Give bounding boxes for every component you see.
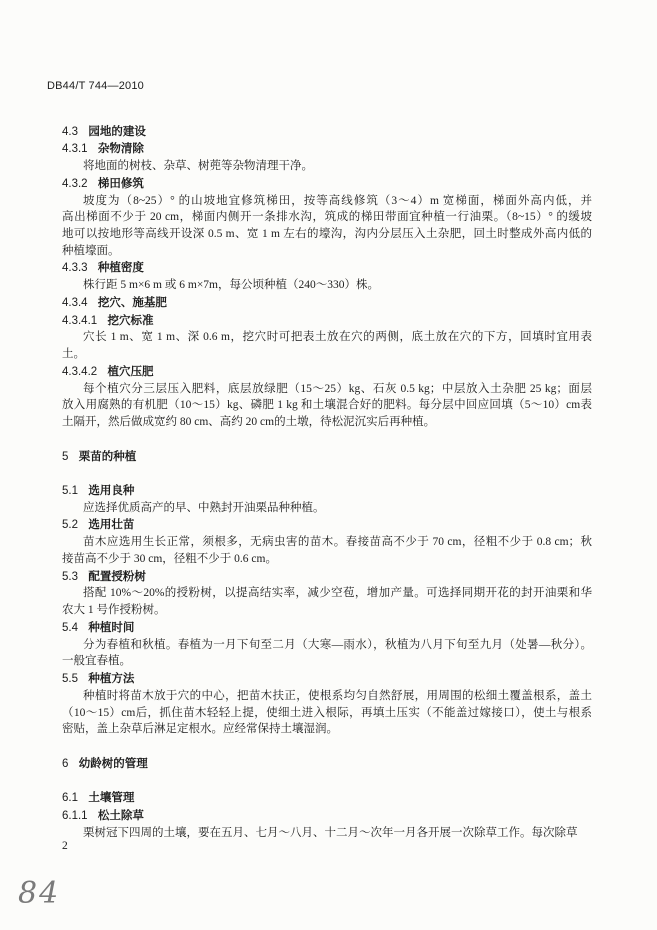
page-number: 2	[62, 840, 68, 852]
clause-number: 5.5	[62, 673, 78, 686]
clause-number: 4.3.1	[62, 143, 88, 156]
clause-4-3-4-heading	[62, 294, 592, 312]
text-line: 密贴，盖上杂草后淋足定根水。应经常保持土壤湿润。	[62, 723, 338, 736]
clause-6-1-heading	[62, 789, 592, 807]
chapter-title: 栗苗的种植	[78, 448, 137, 463]
text-line: 分为春植和秋植。春植为一月下旬至二月（大寒—雨水），秋植为八月下旬至九月（处暑—秋分）。	[83, 638, 592, 651]
clause-number: 4.3	[62, 125, 78, 138]
text-line: 农大 1 号作授粉树。	[62, 604, 166, 617]
text-line: 搭配 10%～20%的授粉树，以提高结实率，减少空苞，增加产量。可选择同期开花的封开油栗和华	[83, 587, 592, 600]
clause-number: 5.2	[62, 519, 78, 532]
clause-number: 4.3.4	[62, 296, 88, 309]
text-line: 坡度为（8~25）° 的山坡地宜修筑梯田，按等高线修筑（3～4）m 宽梯面，梯面外高内低，并	[83, 194, 592, 207]
text-line: 苗木应选用生长正常，须根多，无病虫害的苗木。春接苗高不少于 70 cm，径粗不少于 0.8 cm；秋	[83, 536, 592, 549]
clause-title: 植穴压肥	[107, 363, 154, 378]
text-line: 每个植穴分三层压入肥料，底层放绿肥（15～25）kg、石灰 0.5 kg；中层放入土杂肥 25 kg；面层	[83, 382, 592, 395]
chapter-title: 幼龄树的管理	[78, 755, 148, 770]
clause-4-3-1-paragraph	[62, 158, 592, 175]
clause-5-2-paragraph	[62, 534, 592, 567]
clause-title: 种植密度	[97, 260, 144, 275]
handwritten-mark: 84	[18, 876, 61, 911]
clause-title: 梯田修筑	[97, 175, 144, 190]
clause-title: 挖穴、施基肥	[97, 294, 167, 309]
text-line: （10～15）cm后，抓住苗木轻轻上提，使细土进入根际，再填土压实（不能盖过嫁接口），使土与根系	[62, 706, 592, 719]
text-line: 放入用腐熟的有机肥（10～15）kg、磷肥 1 kg 和土壤混合好的肥料。每分层中回应回填（5～10）cm表	[62, 399, 592, 412]
clause-number: 5.1	[62, 484, 78, 497]
clause-number: 5.4	[62, 621, 78, 634]
clause-5-2-heading	[62, 516, 592, 534]
clause-number: 4.3.3	[62, 262, 88, 275]
clause-4-3-4-1-paragraph	[62, 329, 592, 362]
clause-title: 园地的建设	[88, 123, 146, 138]
clause-4-3-4-1-heading	[62, 312, 592, 330]
clause-4-3-2-heading	[62, 175, 592, 193]
clause-5-1-heading	[62, 482, 592, 500]
clause-5-1-paragraph	[62, 500, 592, 517]
text-line: 栗树冠下四周的土壤，要在五月、七月～八月、十二月～次年一月各开展一次除草工作。每次除草	[83, 826, 578, 839]
text-line: 种植壕面。	[62, 244, 120, 257]
clause-6-1-1-paragraph	[62, 825, 592, 842]
chapter-6-heading	[62, 755, 592, 773]
chapter-number: 6	[62, 757, 69, 770]
chapter-number: 5	[62, 450, 69, 463]
clause-title: 土壤管理	[88, 790, 135, 805]
clause-5-5-paragraph	[62, 688, 592, 738]
text-line: 土。	[62, 348, 85, 361]
clause-4-3-2-paragraph	[62, 193, 592, 260]
clause-title: 挖穴标准	[107, 312, 154, 327]
text-line: 应选择优质高产的早、中熟封开油栗品种种植。	[83, 501, 325, 514]
text-line: 高出梯面不少于 20 cm，梯面内侧开一条排水沟，筑成的梯田带面宜种植一行油栗。（8~15）° 的缓坡	[62, 211, 592, 224]
clause-title: 选用良种	[88, 482, 135, 497]
text-line: 一般宜春植。	[62, 655, 131, 668]
clause-title: 配置授粉树	[88, 568, 146, 583]
text-line: 将地面的树枝、杂草、树蔸等杂物清理干净。	[83, 160, 313, 173]
text-line: 株行距 5 m×6 m 或 6 m×7m，每公顷种植（240～330）株。	[83, 279, 379, 292]
clause-5-5-heading	[62, 670, 592, 688]
clause-number: 4.3.2	[62, 177, 88, 190]
document-body	[62, 123, 592, 842]
text-line: 种植时将苗木放于穴的中心，把苗木扶正，使根系均匀自然舒展，用周围的松细土覆盖根系，盖土	[83, 689, 592, 702]
clause-4-3-3-paragraph	[62, 277, 592, 294]
clause-title: 种植方法	[88, 671, 135, 686]
chapter-5-heading	[62, 448, 592, 466]
clause-number: 4.3.4.2	[62, 365, 98, 378]
clause-title: 松土除草	[97, 807, 144, 822]
clause-title: 杂物清除	[97, 141, 144, 156]
clause-title: 种植时间	[88, 619, 135, 634]
clause-5-4-heading	[62, 619, 592, 637]
clause-4-3-heading	[62, 123, 592, 141]
clause-number: 6.1.1	[62, 809, 88, 822]
clause-number: 4.3.4.1	[62, 314, 98, 327]
text-line: 穴长 1 m、宽 1 m、深 0.6 m，挖穴时可把表土放在穴的两侧，底土放在穴的下方，回填时宜用表	[83, 331, 592, 344]
text-line: 地可以按地形等高线开设深 0.5 m、宽 1 m 左右的壕沟，沟内分层压入土杂肥，回土时整成外高内低的	[62, 228, 592, 240]
clause-number: 6.1	[62, 792, 78, 805]
clause-title: 选用壮苗	[88, 517, 135, 532]
standard-code-header: DB44/T 744—2010	[47, 80, 144, 92]
clause-4-3-3-heading	[62, 259, 592, 277]
clause-4-3-4-2-heading	[62, 363, 592, 381]
text-line: 接苗高不少于 30 cm，径粗不少于 0.6 cm。	[62, 552, 277, 565]
clause-5-3-paragraph	[62, 585, 592, 618]
clause-number: 5.3	[62, 570, 78, 583]
clause-4-3-4-2-paragraph	[62, 381, 592, 431]
clause-6-1-1-heading	[62, 807, 592, 825]
text-line: 土隔开，然后做成宽约 80 cm、高约 20 cm的土墩，待松泥沉实后再种植。	[62, 416, 436, 429]
clause-4-3-1-heading	[62, 140, 592, 158]
clause-5-3-heading	[62, 568, 592, 586]
clause-5-4-paragraph	[62, 637, 592, 670]
